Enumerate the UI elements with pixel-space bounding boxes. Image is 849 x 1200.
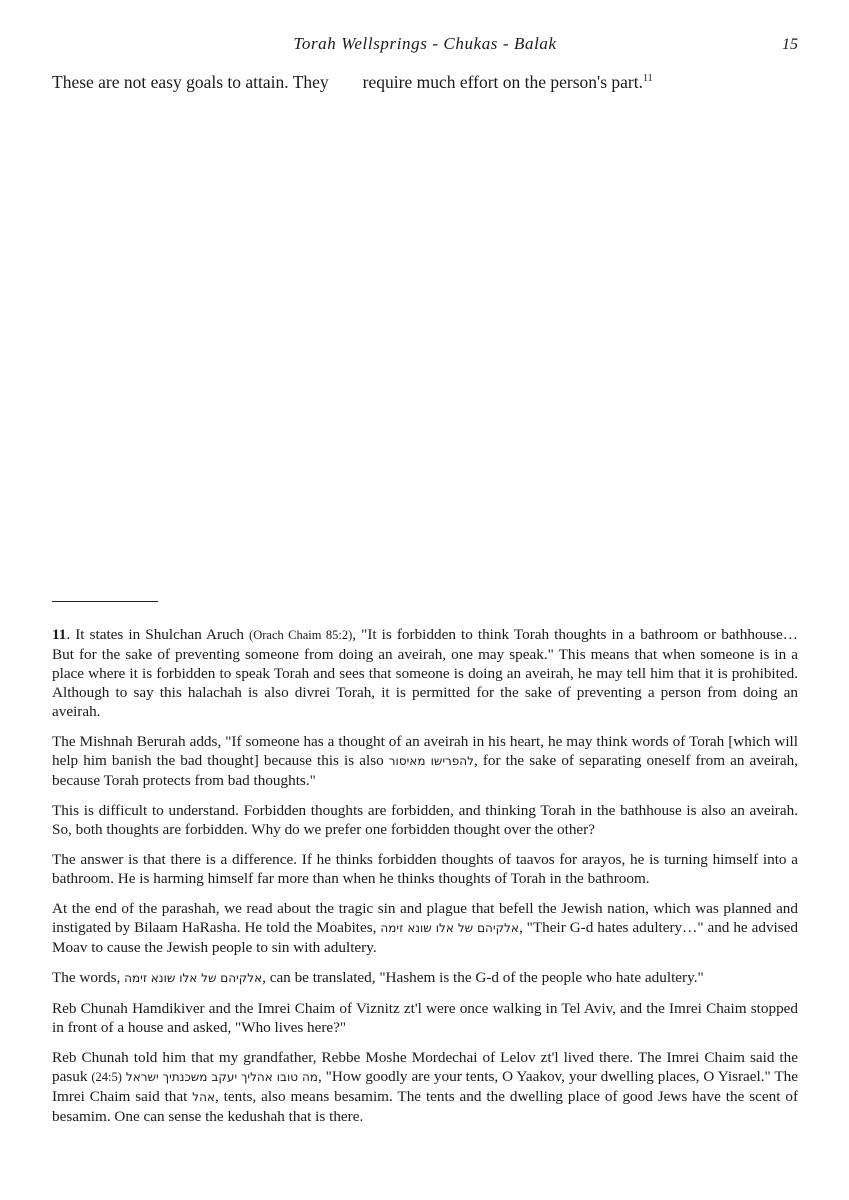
hebrew-phrase: אלקיהם של אלו שונא זימה: [380, 921, 519, 935]
footnote-text: , "How goodly are your tents, O Yaakov, your dwelling places, O Yisrael." The Imrei Chaim said that: [52, 1068, 799, 1105]
hebrew-phrase: אלקיהם של אלו שונא זימה: [124, 971, 263, 985]
footnote-paragraph: [52, 625, 798, 721]
footnote-text: , for the sake of separating oneself from an aveirah, because Torah protects from bad thoughts.": [52, 752, 798, 789]
footnote-paragraph: [52, 968, 798, 988]
footnote-paragraph: Reb Chunah Hamdikiver and the Imrei Chaim of Viznitz zt'l were once walking in Tel Aviv, and the Imrei Chaim stopped in front of a house and asked, "Who lives here?": [52, 1000, 798, 1036]
footnote-paragraph: [52, 732, 798, 790]
footnote-text: . It states in Shulchan Aruch: [66, 626, 250, 643]
hebrew-phrase: מה טובו אהליך יעקב משכנתיך ישראל: [125, 1070, 318, 1084]
footnote-text: Reb Chunah told him that my grandfather, Rebbe Moshe Mordechai of Lelov zt'l lived there. The Imrei Chaim said the pasuk: [52, 1049, 798, 1085]
source-citation: (24:5): [91, 1070, 122, 1084]
body-paragraph: [52, 72, 798, 93]
footnote-paragraph: [52, 899, 798, 957]
footnote-text: The words,: [52, 969, 125, 986]
footnote-paragraph: This is difficult to understand. Forbidden thoughts are forbidden, and thinking Torah in the bathhouse is also an aveirah. So, both thoughts are forbidden. Why do we prefer one forbidden thought over the other?: [52, 802, 798, 838]
footnote-text: , tents, also means besamim. The tents and the dwelling place of good Jews have the scent of besamim. One can sense the kedushah that is there.: [52, 1088, 798, 1125]
footnote-text: , can be translated, "Hashem is the G-d of the people who hate adultery.": [262, 969, 704, 986]
footnote-paragraph: [52, 1048, 798, 1126]
page-number: 15: [782, 36, 798, 53]
footnote-text: At the end of the parashah, we read about the tragic sin and plague that befell the Jewish nation, which was planned and instigated by Bilaam HaRasha. He told the Moabites,: [52, 900, 798, 936]
source-citation: (Orach Chaim 85:2): [249, 628, 353, 642]
hebrew-phrase: להפרישו מאיסור: [388, 754, 474, 768]
body-text-part1: These are not easy goals to attain. They: [52, 72, 329, 92]
footnotes-section: [52, 625, 798, 1137]
footnote-text: The Mishnah Berurah adds, "If someone has a thought of an aveirah in his heart, he may think words of Torah [which will help him banish the bad thought] because this is also: [52, 733, 798, 769]
footnote-reference[interactable]: 11: [642, 73, 653, 84]
body-text-part2: require much effort on the person's part.: [362, 72, 643, 92]
footnote-separator: [52, 601, 158, 602]
hebrew-phrase: אהל: [192, 1090, 215, 1104]
running-title: Torah Wellsprings - Chukas - Balak: [293, 34, 557, 53]
footnote-number: 11: [52, 626, 67, 643]
footnote-text: , "Their G-d hates adultery…" and he advised Moav to cause the Jewish people to sin with adultery.: [52, 919, 798, 956]
page-header: [52, 34, 798, 56]
footnote-text: , "It is forbidden to think Torah thoughts in a bathroom or bathhouse… But for the sake of preventing someone from doing an aveirah, one may speak." This means that when someone is in a place where it is forbidden to speak Torah and sees that someone is doing an aveirah, he may tell him that it is prohibited. Although to say this halachah is also divrei Torah, it is permitted for the sake of preventing a person from doing an aveirah.: [52, 626, 798, 720]
footnote-paragraph: The answer is that there is a difference. If he thinks forbidden thoughts of taavos for arayos, he is turning himself into a bathroom. He is harming himself far more than when he thinks thoughts of Torah in the bathroom.: [52, 851, 798, 887]
